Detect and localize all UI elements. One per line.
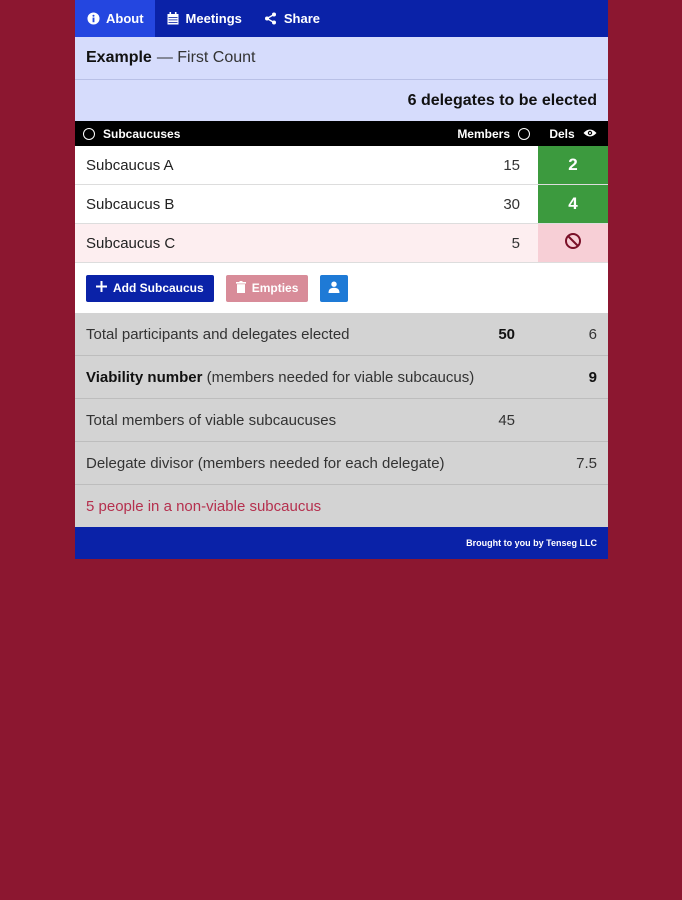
meeting-header <box>75 37 608 121</box>
tab-about-label: About <box>106 11 144 26</box>
footer-credit[interactable]: Brought to you by Tenseg LLC <box>466 538 597 548</box>
info-icon <box>86 12 100 26</box>
meeting-subtitle: — First Count <box>156 49 256 66</box>
delegates-to-elect-text: 6 delegates to be elected <box>407 91 597 109</box>
nonviable-text: 5 people in a non-viable subcaucus <box>86 497 322 515</box>
sort-circle-icon <box>518 128 530 140</box>
table-row[interactable] <box>75 146 608 185</box>
delegates-to-elect[interactable] <box>75 80 608 121</box>
sort-by-name[interactable] <box>75 127 442 141</box>
summary-panel <box>75 313 608 527</box>
delegate-divisor-value: 7.5 <box>576 454 597 472</box>
subcaucus-dels: 4 <box>538 185 608 223</box>
column-header <box>75 121 608 146</box>
viable-members-row <box>75 399 608 442</box>
person-button[interactable] <box>320 275 348 302</box>
person-icon <box>328 281 340 296</box>
tab-about[interactable] <box>75 0 155 37</box>
viable-members-label: Total members of viable subcaucuses <box>86 411 337 429</box>
subcaucus-name: Subcaucus A <box>86 156 174 174</box>
viability-bold: Viability number <box>86 368 203 386</box>
viability-label <box>75 369 527 386</box>
total-participants-row <box>75 313 608 356</box>
delegate-divisor-row <box>75 442 608 485</box>
tab-share-label: Share <box>283 11 321 26</box>
not-viable-icon <box>564 232 582 255</box>
action-bar <box>75 263 608 313</box>
subcaucus-name: Subcaucus C <box>86 234 176 252</box>
total-dels-value: 6 <box>588 325 597 343</box>
meeting-name: Example <box>86 49 152 66</box>
subcaucus-members: 15 <box>503 156 520 174</box>
subcaucus-members: 5 <box>511 234 520 252</box>
subcaucus-list <box>75 146 608 263</box>
plus-icon <box>96 281 107 295</box>
viability-rest: (members needed for viable subcaucus) <box>202 368 475 386</box>
column-dels-label: Dels <box>549 126 575 141</box>
share-icon <box>264 12 278 26</box>
tab-meetings[interactable] <box>155 0 253 37</box>
viability-value: 9 <box>588 368 597 386</box>
nonviable-row <box>75 485 608 527</box>
calendar-icon <box>166 12 180 26</box>
remove-empties-button[interactable] <box>226 275 309 302</box>
top-nav <box>75 0 608 37</box>
app-window <box>75 0 608 559</box>
total-members-value: 50 <box>498 325 515 343</box>
meeting-title[interactable] <box>75 37 608 80</box>
tab-meetings-label: Meetings <box>185 11 242 26</box>
column-name-label: Subcaucuses <box>103 126 181 141</box>
subcaucus-members: 30 <box>503 195 520 213</box>
subcaucus-name: Subcaucus B <box>86 195 175 213</box>
subcaucus-dels <box>538 224 608 262</box>
total-participants-label: Total participants and delegates elected <box>86 325 350 343</box>
delegate-divisor-label: Delegate divisor (members needed for each delegate) <box>86 454 445 472</box>
eye-icon <box>583 127 597 141</box>
footer <box>75 527 608 559</box>
sort-by-members[interactable] <box>442 127 538 141</box>
viable-members-value: 45 <box>498 411 515 429</box>
tab-share[interactable] <box>253 0 331 37</box>
empties-label: Empties <box>251 281 299 295</box>
add-subcaucus-label: Add Subcaucus <box>113 281 204 295</box>
trash-icon <box>236 281 246 296</box>
subcaucus-dels: 2 <box>538 146 608 184</box>
table-row[interactable] <box>75 185 608 224</box>
viability-row <box>75 356 608 399</box>
column-members-label: Members <box>457 126 510 141</box>
toggle-dels-visibility[interactable] <box>538 127 608 141</box>
table-row[interactable] <box>75 224 608 263</box>
add-subcaucus-button[interactable] <box>86 275 214 302</box>
sort-circle-icon <box>83 128 95 140</box>
